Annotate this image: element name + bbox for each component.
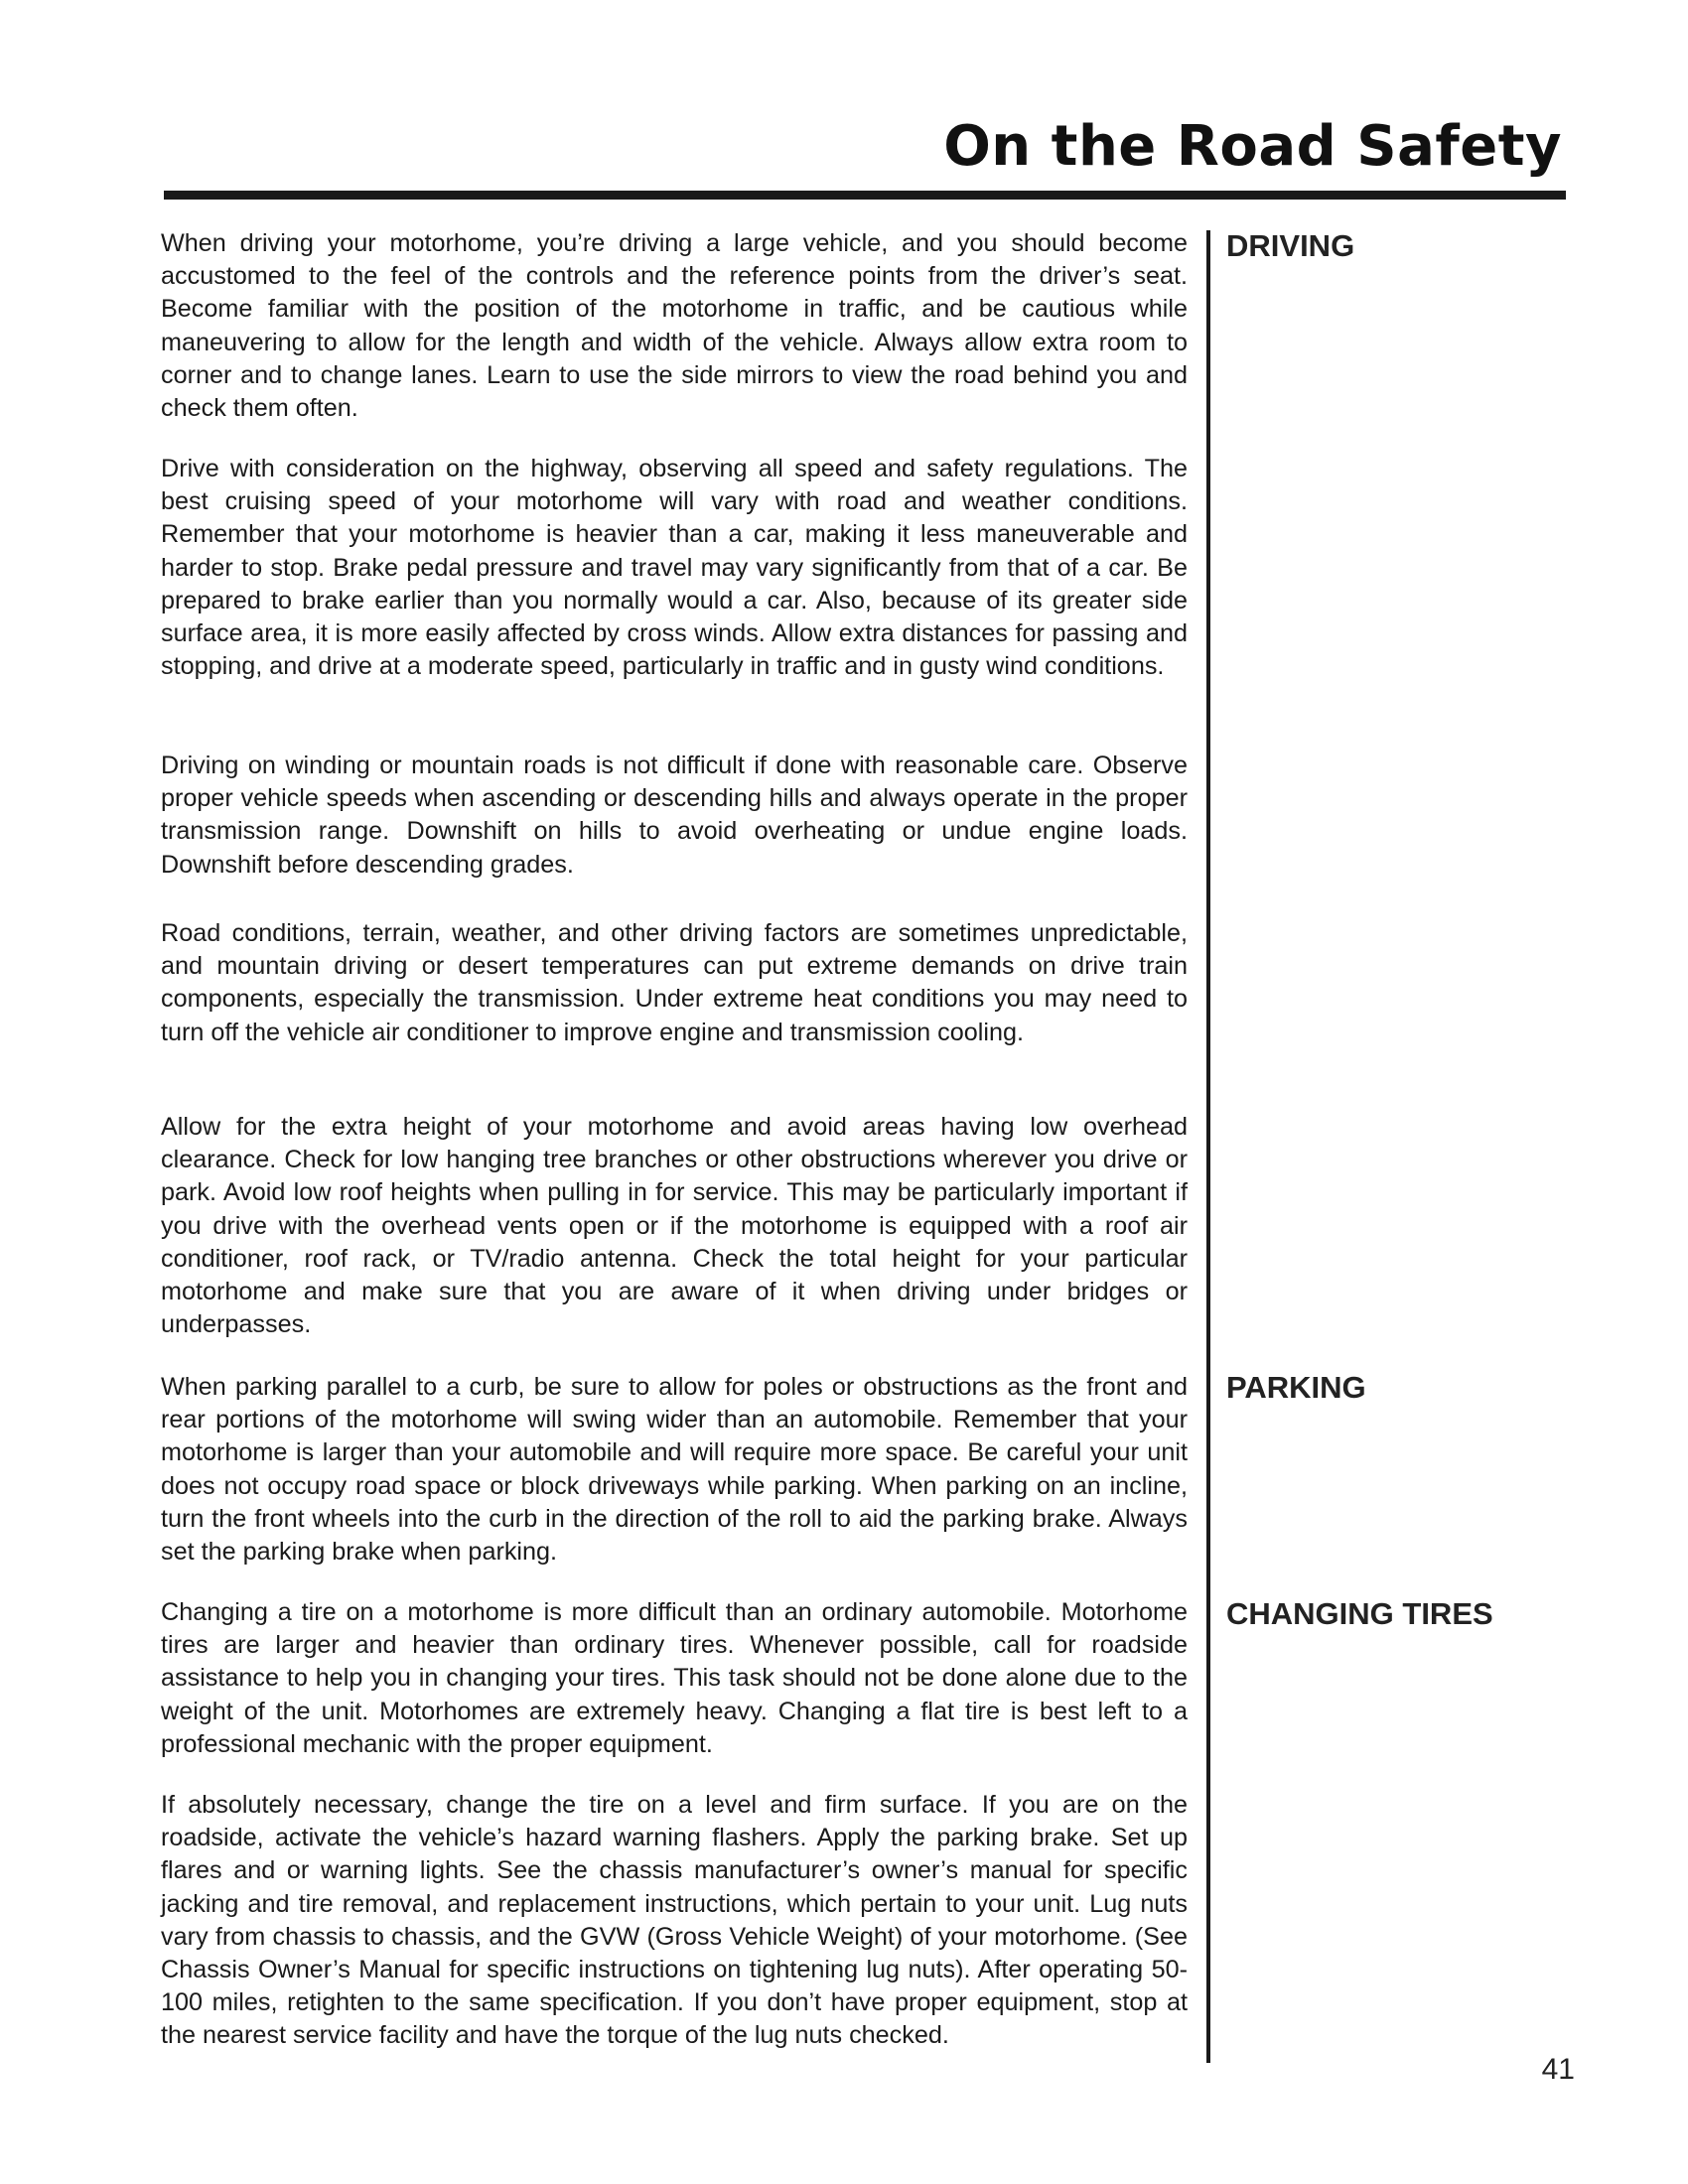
side-heading-driving: DRIVING: [1226, 228, 1355, 263]
paragraph-vehicle-height: Allow for the extra height of your motorhome and avoid areas having low overhead clearance. Check for low hanging tree branches or other obstructions wherever you drive or park. Avoid low roof heights when pulling in for service. This may be particularly important if you drive with the overhead vents open or if the motorhome is equipped with a roof air conditioner, roof rack, or TV/radio antenna. Check the total height for your particular motorhome and make sure that you are aware of it when driving under bridges or underpasses.: [161, 1113, 1188, 1339]
page-title: On the Road Safety: [943, 114, 1562, 179]
paragraph-parking: When parking parallel to a curb, be sure to allow for poles or obstructions as the front and rear portions of the motorhome will swing wider than an automobile. Remember that your motorhome is larger than your automobile and will require more space. Be careful your unit does not occupy road space or block driveways while parking. When parking on an incline, turn the front wheels into the curb in the direction of the roll to aid the parking brake. Always set the parking brake when parking.: [161, 1373, 1188, 1567]
side-heading-changing-tires: CHANGING TIRES: [1226, 1596, 1493, 1631]
paragraph-highway-driving: Drive with consideration on the highway, observing all speed and safety regulations. The best cruising speed of your motorhome will vary with road and weather conditions. Remember that your motorhome is heavier than a car, making it less maneuverable and harder to stop. Brake pedal pressure and travel may vary significantly from that of a car. Be prepared to brake earlier than you normally would a car. Also, because of its greater side surface area, it is more easily affected by cross winds. Allow extra distances for passing and stopping, and drive at a moderate speed, particularly in traffic and in gusty wind conditions.: [161, 455, 1188, 681]
column-divider-rule: [1206, 230, 1210, 2063]
side-heading-parking: PARKING: [1226, 1370, 1366, 1405]
title-underline-rule: [164, 191, 1566, 200]
paragraph-changing-tires: Changing a tire on a motorhome is more difficult than an ordinary automobile. Motorhome tires are larger and heavier than ordinary tires. Whenever possible, call for roadside assistance to help you in changing your tires. This task should not be done alone due to the weight of the unit. Motorhomes are extremely heavy. Changing a flat tire is best left to a professional mechanic with the proper equipment.: [161, 1598, 1188, 1758]
paragraph-road-conditions: Road conditions, terrain, weather, and other driving factors are sometimes unpredictable, and mountain driving or desert temperatures can put extreme demands on drive train components, especially the transmission. Under extreme heat conditions you may need to turn off the vehicle air conditioner to improve engine and transmission cooling.: [161, 919, 1188, 1046]
page-number: 41: [1541, 2053, 1575, 2086]
paragraph-tire-procedure: If absolutely necessary, change the tire on a level and firm surface. If you are on the roadside, activate the vehicle’s hazard warning flashers. Apply the parking brake. Set up flares and or warning lights. See the chassis manufacturer’s owner’s manual for specific jacking and tire removal, and replacement instructions, which pertain to your unit. Lug nuts vary from chassis to chassis, and the GVW (Gross Vehicle Weight) of your motorhome. (See Chassis Owner’s Manual for specific instructions on tightening lug nuts). After operating 50-100 miles, retighten to the same specification. If you don’t have proper equipment, stop at the nearest service facility and have the torque of the lug nuts checked.: [161, 1791, 1188, 2050]
paragraph-mountain-roads: Driving on winding or mountain roads is not difficult if done with reasonable care. Observe proper vehicle speeds when ascending or descending hills and always operate in the proper transmission range. Downshift on hills to avoid overheating or undue engine loads. Downshift before descending grades.: [161, 751, 1188, 879]
paragraph-driving-intro: When driving your motorhome, you’re driving a large vehicle, and you should become accustomed to the feel of the controls and the reference points from the driver’s seat. Become familiar with the position of the motorhome in traffic, and be cautious while maneuvering to allow for the length and width of the vehicle. Always allow extra room to corner and to change lanes. Learn to use the side mirrors to view the road behind you and check them often.: [161, 229, 1188, 423]
